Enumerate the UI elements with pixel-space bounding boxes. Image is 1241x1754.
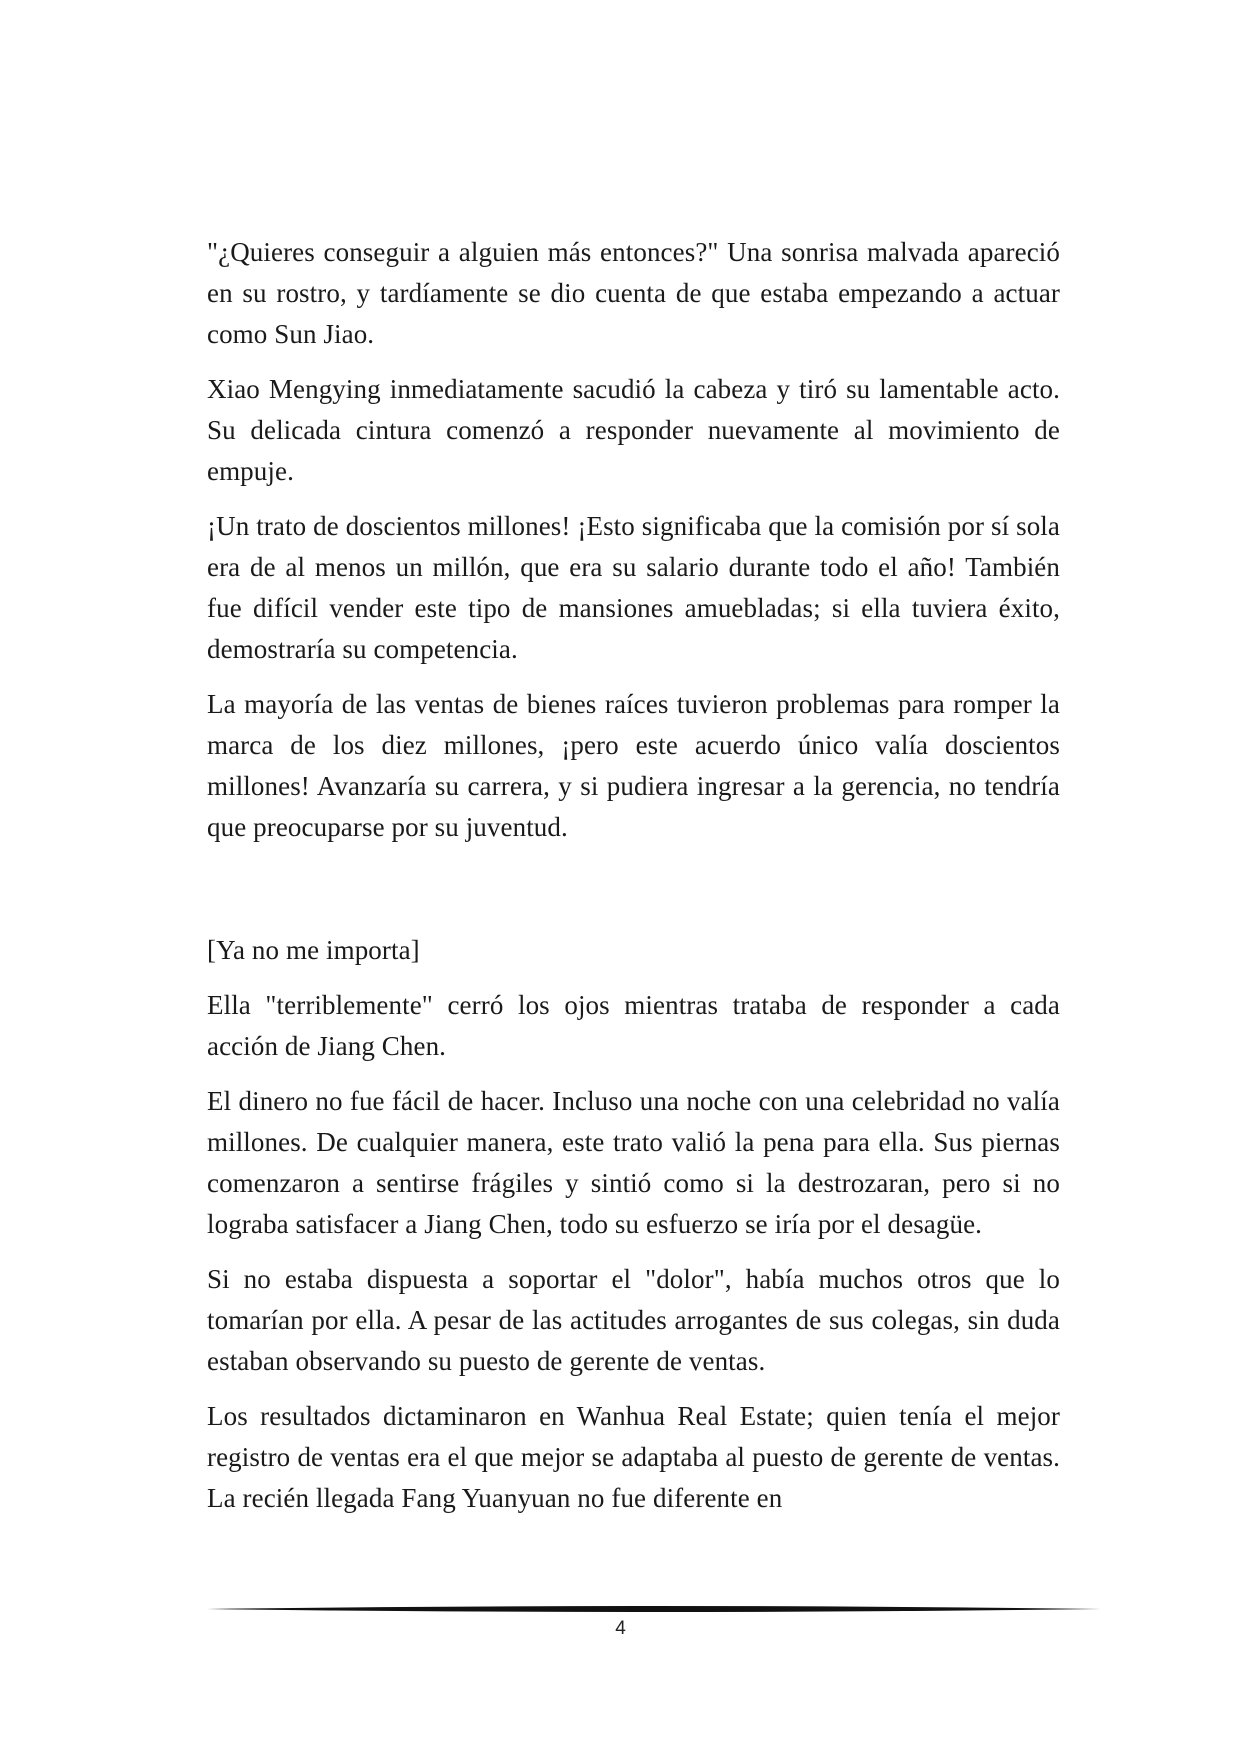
paragraph: ¡Un trato de doscientos millones! ¡Esto significaba que la comisión por sí sola era de al menos un millón, que era su salario durante todo el año! También fue difícil vender este tipo de mansiones amuebladas; si ella tuviera éxito, demostraría su competencia. [207, 511, 1060, 664]
paragraph: La mayoría de las ventas de bienes raíces tuvieron problemas para romper la marca de los diez millones, ¡pero este acuerdo único valía doscientos millones! Avanzaría su carrera, y si pudiera ingresar a la gerencia, no tendría que preocuparse por su juventud. [207, 689, 1060, 842]
section-break [207, 862, 1060, 930]
paragraph: "¿Quieres conseguir a alguien más entonces?" Una sonrisa malvada apareció en su rostro, y tardíamente se dio cuenta de que estaba empezando a actuar como Sun Jiao. [207, 237, 1060, 349]
paragraph: Si no estaba dispuesta a soportar el "dolor", había muchos otros que lo tomarían por ella. A pesar de las actitudes arrogantes de sus colegas, sin duda estaban observando su puesto de gerente de ventas. [207, 1264, 1060, 1376]
footer-divider [207, 1604, 1101, 1614]
paragraph: Xiao Mengying inmediatamente sacudió la cabeza y tiró su lamentable acto. Su delicada cintura comenzó a responder nuevamente al movimiento de empuje. [207, 374, 1060, 486]
page-body [207, 232, 1060, 1533]
paragraph: El dinero no fue fácil de hacer. Incluso una noche con una celebridad no valía millones. De cualquier manera, este trato valió la pena para ella. Sus piernas comenzaron a sentirse frágiles y sintió como si la destrozaran, pero si no lograba satisfacer a Jiang Chen, todo su esfuerzo se iría por el desagüe. [207, 1086, 1060, 1239]
page-number: 4 [615, 1618, 626, 1639]
section-heading: [Ya no me importa] [207, 935, 420, 965]
paragraph: Los resultados dictaminaron en Wanhua Real Estate; quien tenía el mejor registro de ventas era el que mejor se adaptaba al puesto de gerente de ventas. La recién llegada Fang Yuanyuan no fue diferente en [207, 1401, 1060, 1513]
paragraph: Ella "terriblemente" cerró los ojos mientras trataba de responder a cada acción de Jiang Chen. [207, 990, 1060, 1061]
